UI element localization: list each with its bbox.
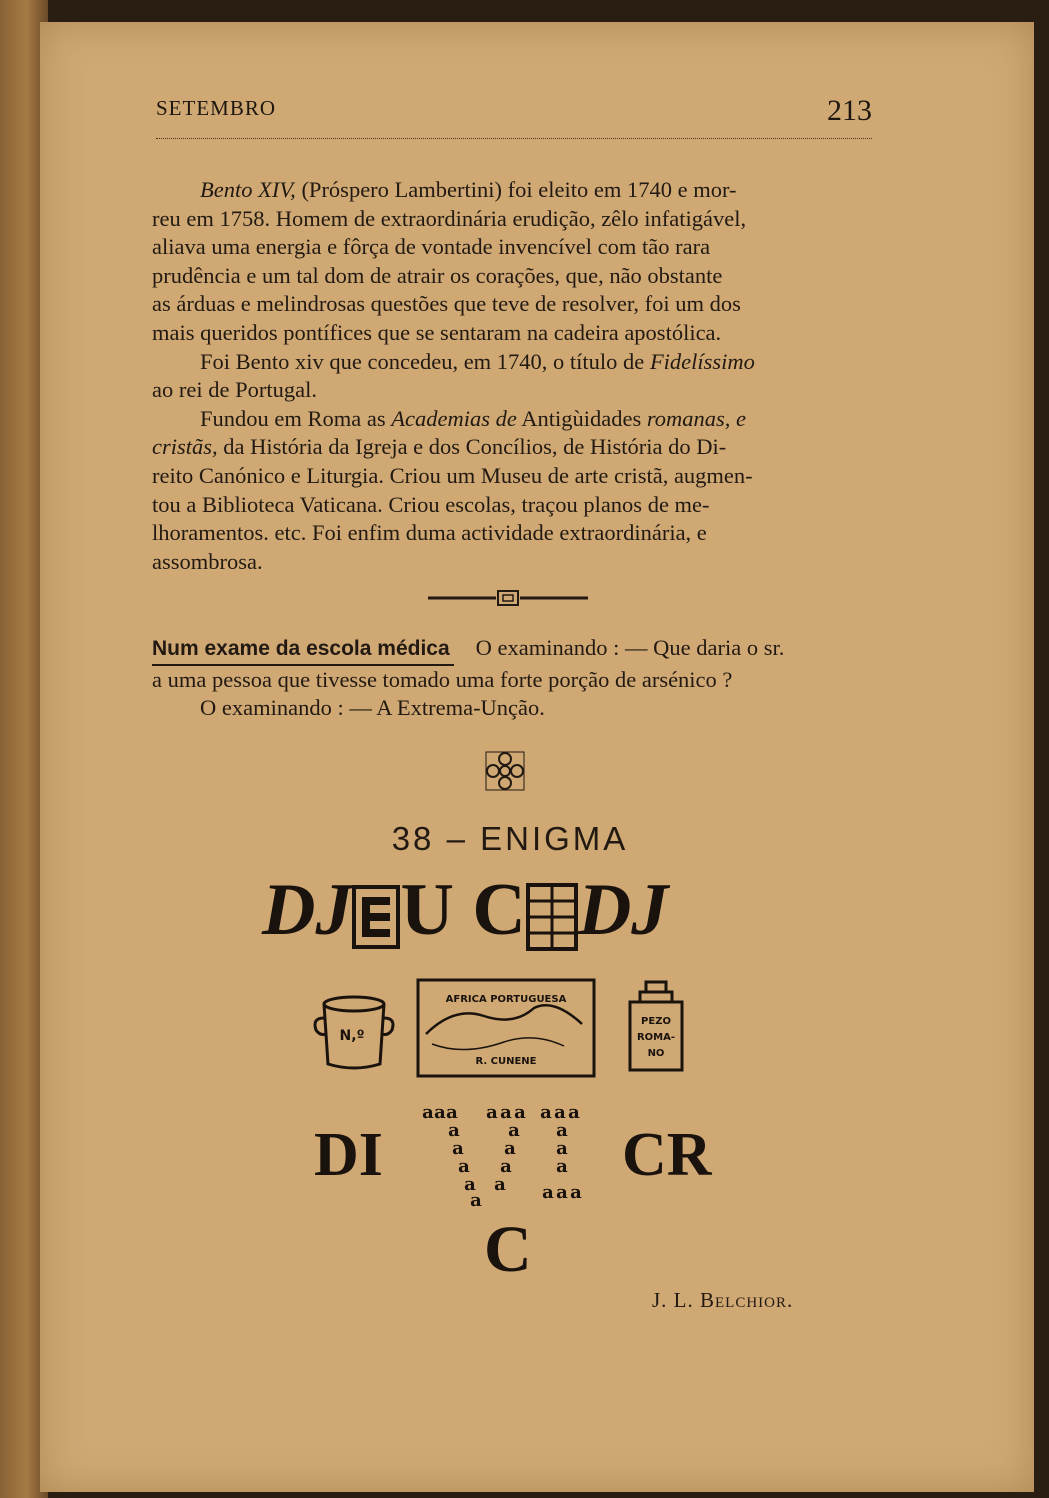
rebus-row-1 (262, 868, 668, 953)
glyph: a (494, 1174, 506, 1195)
bio-p3-italic-2: romanas, e (646, 405, 747, 431)
weight-icon (620, 980, 692, 1074)
author-signature: J. L. Belchior. (652, 1288, 794, 1312)
bio-p3c: da História da Igreja e dos Concílios, de História do Di- (217, 434, 727, 460)
bio-p3a: Fundou em Roma as (200, 405, 392, 431)
bio-line-4: prudência e um tal dom de atrair os corações, que, não obstante (152, 262, 723, 288)
glyph: a (554, 1102, 566, 1123)
bio-p3b: Antigùidades (516, 405, 647, 431)
bio-p3e: tou a Biblioteca Vaticana. Criou escolas, traçou planos de me- (152, 491, 710, 517)
glyph: a (446, 1102, 458, 1123)
glyph: a (556, 1120, 568, 1141)
glyph: a (500, 1102, 512, 1123)
page-number: 213 (827, 94, 872, 127)
bio-name: Bento XIV, (200, 177, 296, 202)
glyph: a (470, 1190, 482, 1210)
rebus-u-c: U C (400, 869, 526, 951)
glyph: a (434, 1102, 446, 1123)
glyph: a (514, 1102, 526, 1123)
glyph: a (464, 1174, 476, 1195)
framed-e-icon (352, 885, 400, 949)
running-header (156, 94, 872, 139)
glyph: a (570, 1182, 582, 1203)
glyph: a (568, 1102, 580, 1123)
rebus-dj-1: DJ (262, 869, 353, 951)
map-label-top: AFRICA PORTUGUESA (445, 994, 567, 1005)
glyph: a (504, 1138, 516, 1159)
weight-label-3: NO (647, 1048, 665, 1059)
glyph: a (542, 1182, 554, 1203)
anecdote-line-3: O examinando : — A Extrema-Unção. (200, 695, 545, 721)
weight-label-2: ROMA- (636, 1032, 676, 1043)
rebus-di: DI (314, 1121, 383, 1189)
header-month: SETEMBRO (156, 96, 277, 120)
bio-p2-italic: Fidelíssimo (649, 348, 755, 374)
glyph: a (500, 1156, 512, 1177)
weight-label-1: PEZO (641, 1016, 671, 1027)
anecdote-heading: Num exame da escola médica (152, 635, 454, 666)
floral-ornament-icon (484, 750, 526, 792)
glyph: a (508, 1120, 520, 1141)
bio-paragraph-bento (152, 176, 870, 576)
glyph: a (556, 1138, 568, 1159)
letter-a-glyphs (422, 1102, 582, 1210)
glyph: a (556, 1156, 568, 1177)
bio-p2b: ao rei de Portugal. (152, 377, 317, 403)
rebus-letter-pattern (418, 1100, 594, 1210)
bio-p3g: assombrosa. (152, 548, 263, 574)
bio-line-5: as árduas e melindrosas questões que teve de resolver, foi um dos (152, 291, 741, 317)
glyph: a (486, 1102, 498, 1123)
anecdote-line-2: a uma pessoa que tivesse tomado uma forte porção de arsénico ? (152, 666, 733, 692)
glyph: a (422, 1102, 434, 1123)
bio-p2a: Foi Bento xiv que concedeu, em 1740, o título de (200, 348, 650, 374)
map-label-bottom: R. CUNENE (475, 1056, 537, 1067)
africa-map-icon (414, 976, 598, 1080)
rebus-dj-2: DJ (577, 869, 669, 951)
rebus-cr: CR (622, 1121, 712, 1189)
rebus-c: C (484, 1213, 532, 1286)
bio-line-2: reu em 1758. Homem de extraordinária erudição, zêlo infatigável, (152, 205, 747, 231)
bio-line-6: mais queridos pontífices que se sentaram na cadeira apostólica. (152, 319, 722, 345)
pot-icon (312, 994, 396, 1072)
bio-p3-italic-1: Academias de (391, 405, 517, 431)
glyph: a (540, 1102, 552, 1123)
bio-p3-italic-3: cristãs, (152, 434, 218, 460)
bio-p3f: lhoramentos. etc. Foi enfim duma actividade extraordinária, e (152, 520, 707, 546)
pot-label: N,º (339, 1028, 365, 1044)
bio-line-1: (Próspero Lambertini) foi eleito em 1740 e mor- (295, 177, 737, 202)
bio-line-3: aliava uma energia e fôrça de vontade invencível com tão rara (152, 234, 711, 260)
bio-p3d: reito Canónico e Liturgia. Criou um Museu de arte cristã, augmen- (152, 462, 753, 488)
enigma-title: 38 – ENIGMA (391, 820, 629, 857)
glyph: a (556, 1182, 568, 1203)
glyph: a (452, 1138, 464, 1159)
anecdote-paragraph (152, 634, 870, 723)
anecdote-line-1: O examinando : — Que daria o sr. (475, 635, 785, 660)
glyph: a (448, 1120, 460, 1141)
glyph: a (458, 1156, 470, 1177)
framed-grid-icon (526, 883, 578, 951)
section-divider-icon (428, 589, 588, 607)
